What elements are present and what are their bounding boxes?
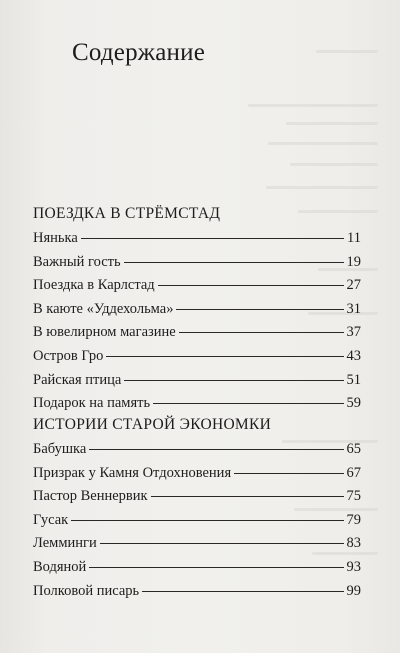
toc-entry[interactable] xyxy=(33,252,361,276)
entry-title: Водяной xyxy=(33,558,87,575)
show-through-line xyxy=(266,186,378,189)
dot-leader xyxy=(176,309,343,310)
entry-page-number: 37 xyxy=(346,324,361,341)
dot-leader xyxy=(158,285,344,286)
toc-entry[interactable] xyxy=(33,439,361,463)
entry-page-number: 99 xyxy=(346,582,361,599)
section-heading: ИСТОРИИ СТАРОЙ ЭКОНОМКИ xyxy=(33,416,272,433)
dot-leader xyxy=(179,332,344,333)
dot-leader xyxy=(71,520,343,521)
entry-page-number: 27 xyxy=(346,277,361,294)
section-heading: ПОЕЗДКА В СТРЁМСТАД xyxy=(33,205,221,222)
show-through-line xyxy=(290,163,378,166)
dot-leader xyxy=(124,262,344,263)
entry-page-number: 79 xyxy=(346,511,361,528)
toc-entry[interactable] xyxy=(33,393,361,417)
toc-entry[interactable] xyxy=(33,346,361,370)
dot-leader xyxy=(153,403,343,404)
entry-title: В каюте «Уддехольма» xyxy=(33,300,174,317)
toc-entry[interactable] xyxy=(33,275,361,299)
toc-section-1 xyxy=(33,204,361,417)
entry-title: Полковой писарь xyxy=(33,582,140,599)
entry-title: Райская птица xyxy=(33,371,122,388)
dot-leader xyxy=(100,543,344,544)
dot-leader xyxy=(81,238,344,239)
entry-title: Подарок на память xyxy=(33,395,151,412)
show-through-line xyxy=(316,50,378,53)
entry-title: Призрак у Камня Отдохновения xyxy=(33,464,232,481)
toc-entry[interactable] xyxy=(33,557,361,581)
entry-title: Важный гость xyxy=(33,253,121,270)
dot-leader xyxy=(234,473,343,474)
entry-title: Остров Гро xyxy=(33,347,104,364)
show-through-line xyxy=(286,122,378,125)
dot-leader xyxy=(106,356,343,357)
dot-leader xyxy=(151,496,344,497)
show-through-line xyxy=(268,142,378,145)
entry-title: Нянька xyxy=(33,230,78,246)
toc-entry[interactable] xyxy=(33,299,361,323)
entry-title: Гусак xyxy=(33,511,69,528)
page-title: Содержание xyxy=(72,39,205,66)
entry-title: Лемминги xyxy=(33,535,97,552)
toc-entry[interactable] xyxy=(33,322,361,346)
entry-title: Бабушка xyxy=(33,441,87,457)
entry-page-number: 65 xyxy=(346,441,361,457)
entry-page-number: 75 xyxy=(346,488,361,505)
entry-page-number: 31 xyxy=(346,300,361,317)
toc-section-2 xyxy=(33,415,361,604)
dot-leader xyxy=(89,567,343,568)
entry-page-number: 43 xyxy=(346,347,361,364)
dot-leader xyxy=(124,380,343,381)
toc-entry[interactable] xyxy=(33,510,361,534)
entry-title: Пастор Веннервик xyxy=(33,488,148,505)
entry-title: Поездка в Карлстад xyxy=(33,277,155,294)
toc-entry[interactable] xyxy=(33,486,361,510)
dot-leader xyxy=(142,591,343,592)
toc-entry[interactable] xyxy=(33,533,361,557)
entry-page-number: 93 xyxy=(346,558,361,575)
entry-page-number: 83 xyxy=(346,535,361,552)
entry-page-number: 19 xyxy=(346,253,361,270)
toc-entry[interactable] xyxy=(33,463,361,487)
entry-page-number: 11 xyxy=(347,230,361,246)
entry-title: В ювелирном магазине xyxy=(33,324,176,341)
show-through-line xyxy=(248,104,378,107)
entry-page-number: 67 xyxy=(346,464,361,481)
toc-entry[interactable] xyxy=(33,581,361,605)
toc-entry[interactable] xyxy=(33,228,361,252)
dot-leader xyxy=(89,449,343,450)
toc-entry[interactable] xyxy=(33,370,361,394)
entry-page-number: 51 xyxy=(346,371,361,388)
entry-page-number: 59 xyxy=(346,395,361,412)
